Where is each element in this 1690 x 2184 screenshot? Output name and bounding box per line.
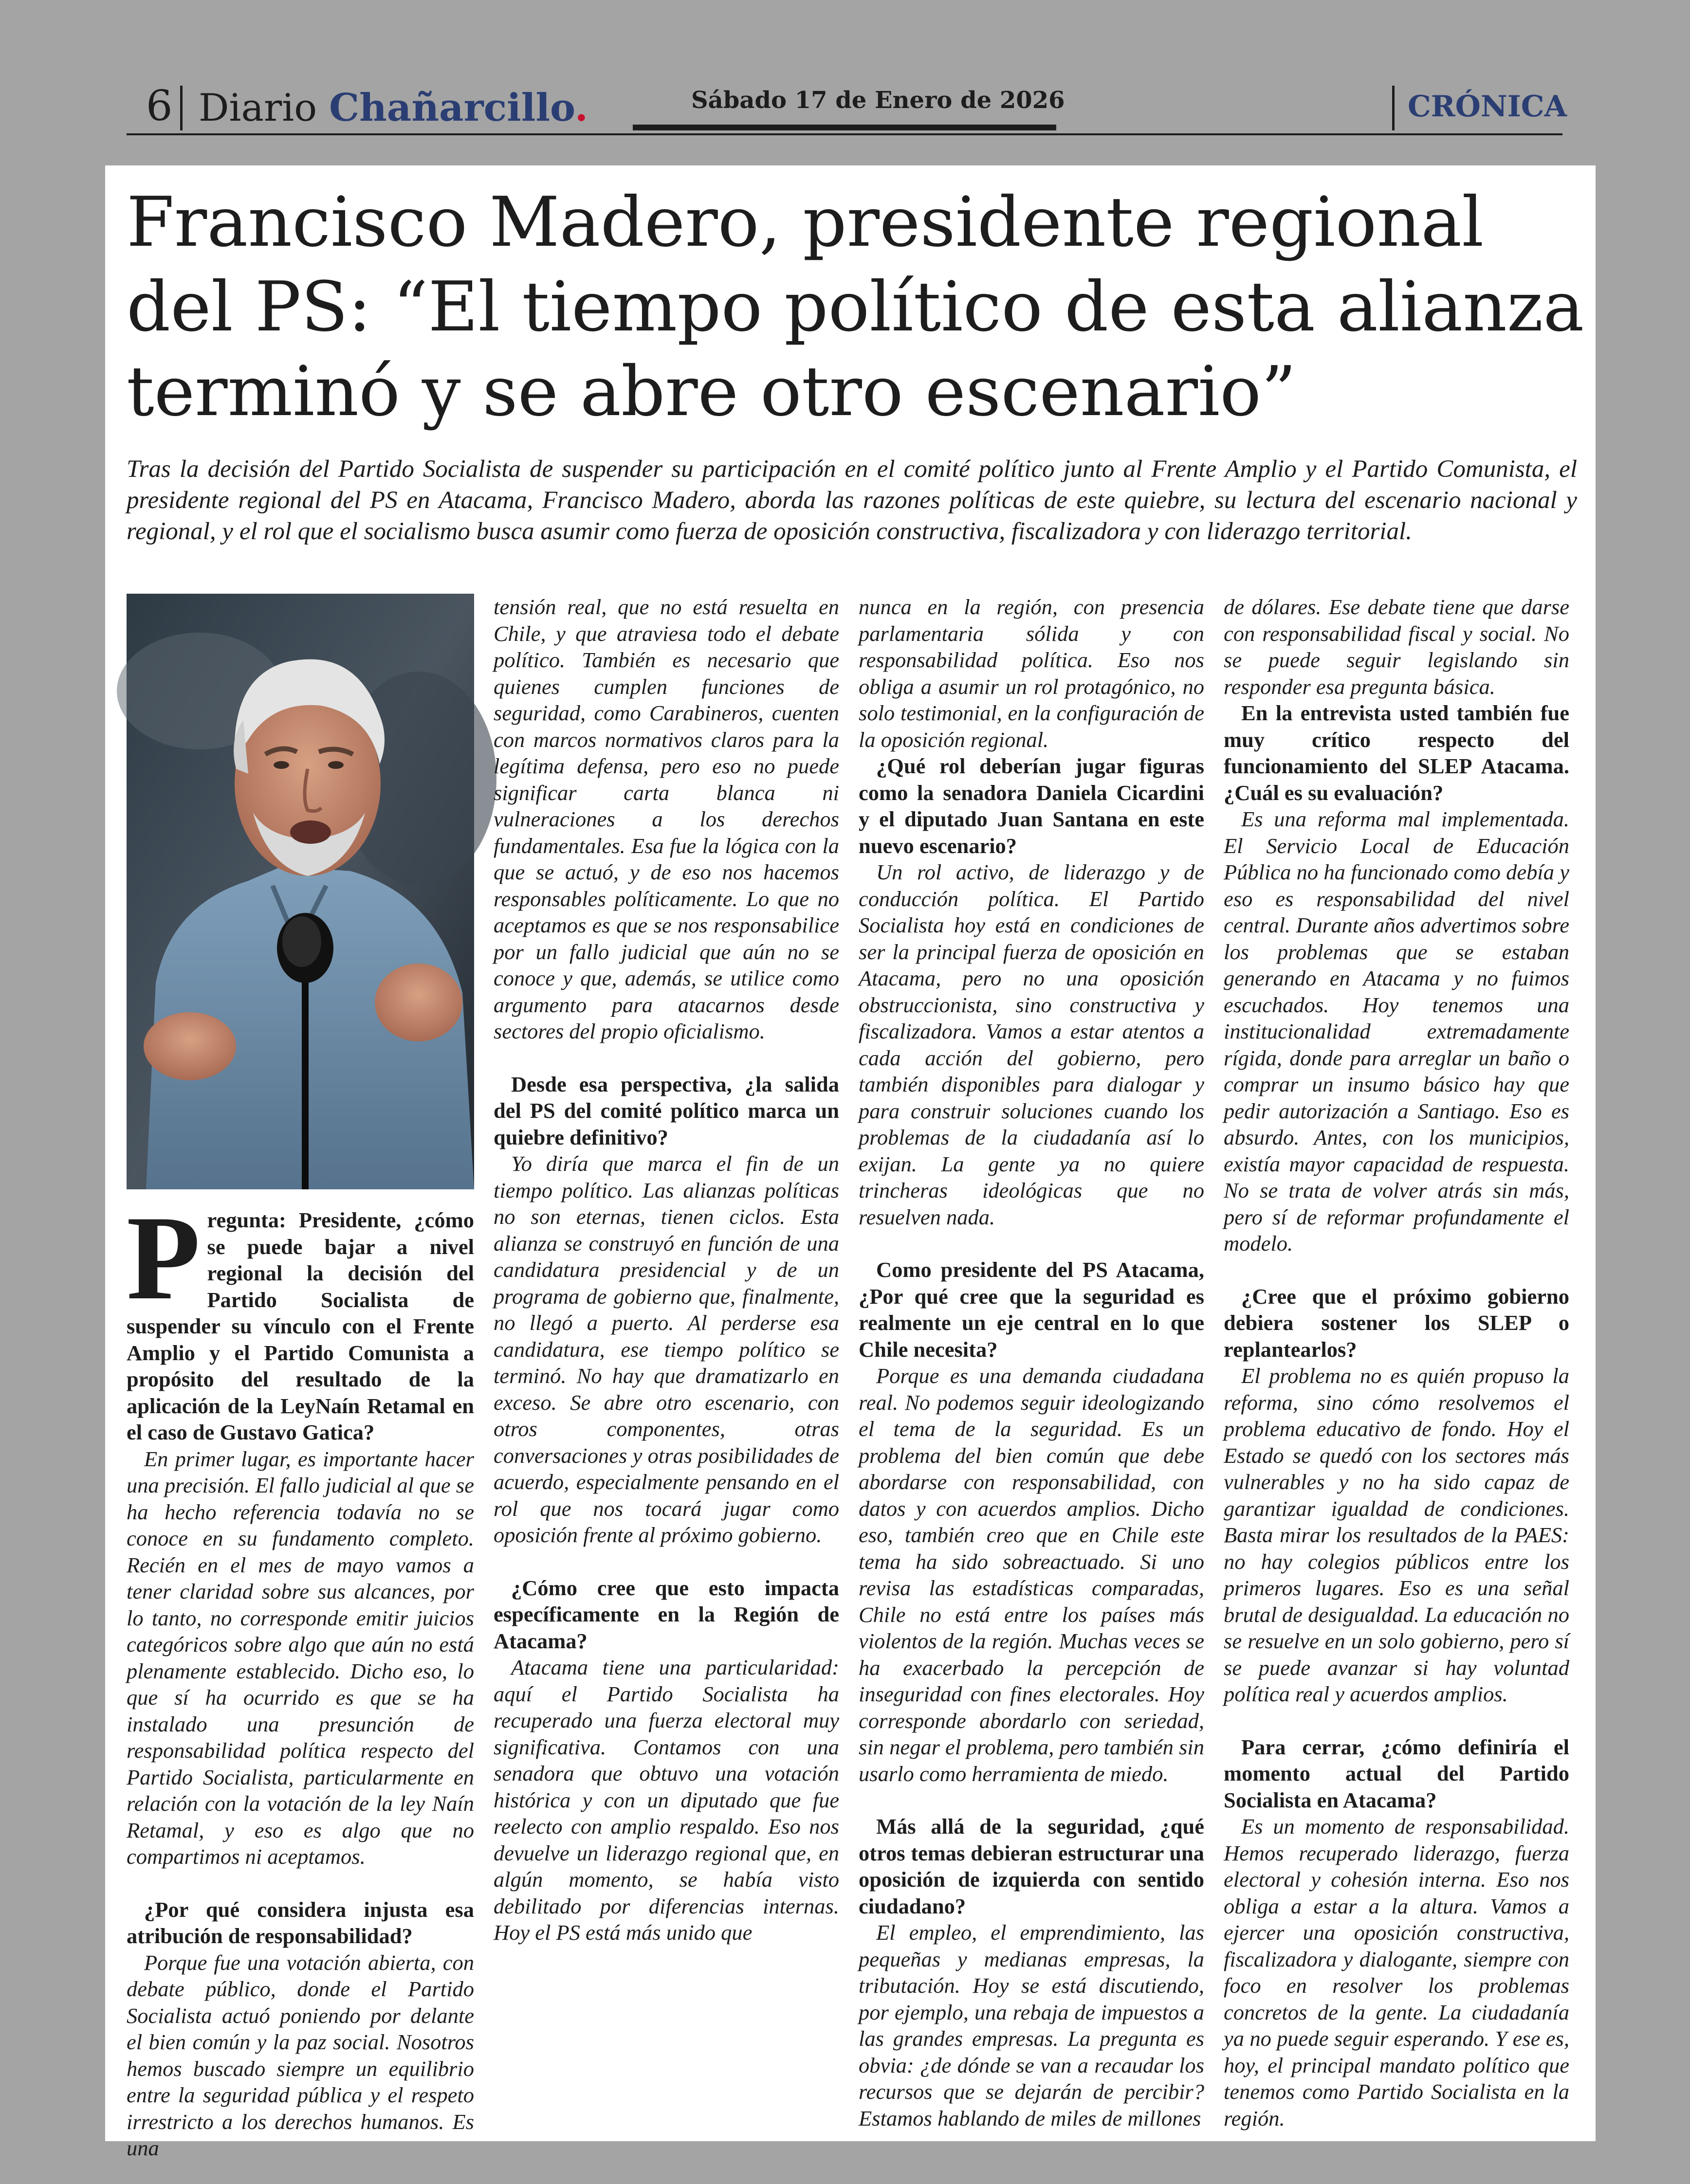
article-sheet <box>105 165 1596 2160</box>
interviewee-photo <box>127 594 474 1189</box>
answer: Yo diría que marca el fin de un tiempo político. Las alianzas políticas no son eternas, tienen ciclos. Esta alianza se construyó en función de una candidatura presidencial y de un programa de gobierno que, finalmente, no llegó a puerto. Al perderse esa candidatura, ese tiempo político se terminó. No hay que dramatizarlo en exceso. Se abre otro escenario, con otros componentes, otras conversaciones y otras posibilidades de acuerdo, especialmente pensando en el rol que nos tocará jugar como oposición frente al próximo gobierno. <box>494 1151 839 1547</box>
answer-continued: de dólares. Ese debate tiene que darse con responsabilidad fiscal y social. No se puede seguir legislando sin responder esa pregunta básica. <box>1224 595 1569 699</box>
answer: Atacama tiene una particularidad: aquí el Partido Socialista ha recuperado una fuerza electoral muy significativa. Contamos con una senadora que obtuvo una votación histórica y con un diputado que fue reelecto con amplio respaldo. Eso nos devuelve un liderazgo regional que, en algún momento, se había visto debilitado por diferencias internas. Hoy el PS está más unido que <box>494 1655 839 1945</box>
text-column-4 <box>1224 594 1569 2130</box>
text-column-2 <box>494 594 839 2073</box>
newspaper-name-dot: . <box>574 86 588 130</box>
text-column-1 <box>127 1191 474 2160</box>
issue-date: Sábado 17 de Enero de 2026 <box>691 87 1065 114</box>
section-divider <box>1392 86 1395 130</box>
newspaper-name-prefix: Diario <box>199 86 329 130</box>
question: ¿Cree que el próximo gobierno debiera sostener los SLEP o replantearlos? <box>1224 1284 1569 1362</box>
article-lead: Tras la decisión del Partido Socialista de suspender su participación en el comité político junto al Frente Amplio y el Partido Comunista, el presidente regional del PS en Atacama, Francisco Madero, aborda las razones políticas de este quiebre, su lectura del escenario nacional y regional, y el rol que el socialismo busca asumir como fuerza de oposición constructiva, fiscalizadora y con liderazgo territorial. <box>127 455 1577 545</box>
text-column-3 <box>859 594 1204 2130</box>
question: ¿Por qué considera injusta esa atribución de responsabilidad? <box>127 1897 474 1948</box>
masthead-rule <box>127 133 1562 135</box>
answer: Un rol activo, de liderazgo y de conducción política. El Partido Socialista hoy está en condiciones de ser la principal fuerza de oposición en Atacama, pero no una oposición obstruccionista, sino constructiva y fiscalizadora. Vamos a estar atentos a cada acción del gobierno, pero también disponibles para dialogar y para construir soluciones cuando los problemas de la ciudadanía así lo exijan. La gente ya no quiere trincheras ideológicas que no resuelven nada. <box>859 860 1204 1229</box>
question: regunta: Presidente, ¿cómo se puede bajar a nivel regional la decisión del Partido Socialista de suspender su vínculo con el Frente Amplio y el Partido Comunista a propósito del resultado de la aplicación de la LeyNaín Retamal en el caso de Gustavo Gatica? <box>127 1208 474 1444</box>
answer: En primer lugar, es importante hacer una precisión. El fallo judicial al que se ha hecho referencia todavía no se conoce en su fundamento completo. Recién en el mes de mayo vamos a tener claridad sobre sus alcances, por lo tanto, no corresponde emitir juicios categóricos sobre algo que aún no está plenamente establecido. Dicho eso, lo que sí ha ocurrido es que se ha instalado una presunción de responsabilidad política respecto del Partido Socialista, particularmente en relación con la votación de la ley Naín Retamal, y eso es algo que no compartimos ni aceptamos. <box>127 1446 474 1869</box>
answer-continued: tensión real, que no está resuelta en Chile, y que atraviesa todo el debate político. También es necesario que quienes cumplen funciones de seguridad, como Carabineros, cuenten con marcos normativos claros para la legítima defensa, pero eso no puede significar carta blanca ni vulneraciones a los derechos fundamentales. Esa fue la lógica con la que se actuó, y de eso nos hacemos responsables políticamente. Lo que no aceptamos es que se nos responsabilice por un fallo judicial que aún no se conoce y que, además, se utilice como argumento para atacarnos desde sectores del propio oficialismo. <box>494 595 839 1043</box>
masthead <box>127 77 1567 135</box>
newspaper-name-bold: Chañarcillo <box>329 86 575 130</box>
answer-continued: nunca en la región, con presencia parlamentaria sólida y con responsabilidad política. Eso nos obliga a asumir un rol protagónico, no solo testimonial, en la configuración de la oposición regional. <box>859 595 1204 752</box>
answer: Es una reforma mal implementada. El Servicio Local de Educación Pública no ha funcionado como debía y eso es responsabilidad del nivel central. Durante años advertimos sobre los problemas que se estaban generando en Atacama y no fuimos escuchados. Hoy tenemos una institucionalidad extremadamente rígida, donde para arreglar un baño o comprar un insumo básico hay que pedir autorización a Santiago. Eso es absurdo. Antes, con los municipios, existía mayor capacidad de respuesta. No se trata de volver atrás sin más, pero sí de reformar profundamente el modelo. <box>1224 807 1569 1256</box>
question: ¿Qué rol deberían jugar figuras como la senadora Daniela Cicardini y el diputado Juan Santana en este nuevo escenario? <box>859 754 1204 858</box>
headline <box>127 180 1584 434</box>
answer: El empleo, el emprendimiento, las pequeñas y medianas empresas, la tributación. Hoy se está discutiendo, por ejemplo, una rebaja de impuestos a las grandes empresas. La pregunta es obvia: ¿de dónde se van a recaudar los recursos que se dejarán de percibir? Estamos hablando de miles de millones <box>859 1920 1204 2130</box>
question: En la entrevista usted también fue muy crítico respecto del funcionamiento del SLEP Atacama. ¿Cuál es su evaluación? <box>1224 701 1569 805</box>
headline-line-1: Francisco Madero, presidente regional <box>127 182 1484 262</box>
answer: Es un momento de responsabilidad. Hemos recuperado liderazgo, fuerza electoral y cohesión interna. Eso nos obliga a estar a la altura. Vamos a ejercer una oposición constructiva, fiscalizadora y dialogante, siempre con foco en resolver los problemas concretos de la gente. La ciudadanía ya no puede seguir esperando. Y ese es, hoy, el principal mandato político que tenemos como Partido Socialista en la región. <box>1224 1814 1569 2130</box>
masthead-divider <box>180 86 183 130</box>
headline-line-2: del PS: “El tiempo político de esta alianza <box>127 267 1584 347</box>
question: Como presidente del PS Atacama, ¿Por qué cree que la seguridad es realmente un eje central en lo que Chile necesita? <box>859 1257 1204 1362</box>
answer: Porque es una demanda ciudadana real. No podemos seguir ideologizando el tema de la seguridad. Es un problema del bien común que debe abordarse con responsabilidad, con datos y con acuerdos amplios. Dicho eso, también creo que en Chile este tema ha sido sobreactuado. Si uno revisa las estadísticas comparadas, Chile no está entre los países más violentos de la región. Muchas veces se ha exacerbado la percepción de inseguridad con fines electorales. Hoy corresponde abordarlo con seriedad, sin negar el problema, pero también sin usarlo como herramienta de miedo. <box>859 1364 1204 1786</box>
question: ¿Cómo cree que esto impacta específicamente en la Región de Atacama? <box>494 1575 839 1653</box>
page-number: 6 <box>146 82 173 130</box>
drop-cap: P <box>127 1191 201 1325</box>
headline-line-3: terminó y se abre otro escenario” <box>127 352 1297 432</box>
question: Desde esa perspectiva, ¿la salida del PS del comité político marca un quiebre definitivo? <box>494 1072 839 1149</box>
section-label: CRÓNICA <box>1408 90 1567 124</box>
answer: El problema no es quién propuso la reforma, sino cómo resolvemos el problema educativo de fondo. Hoy el Estado se quedó con los sectores más vulnerables y no ha sido capaz de garantizar igualdad de condiciones. Basta mirar los resultados de la PAES: no hay colegios públicos entre los primeros lugares. Eso es una señal brutal de desigualdad. La educación no se resuelve en un solo gobierno, pero sí se puede avanzar si hay voluntad política real y acuerdos amplios. <box>1224 1364 1569 1706</box>
question: Más allá de la seguridad, ¿qué otros temas debieran estructurar una oposición de izquierda con sentido ciudadano? <box>859 1814 1204 1918</box>
question: Para cerrar, ¿cómo definiría el momento actual del Partido Socialista en Atacama? <box>1224 1734 1569 1812</box>
answer: Porque fue una votación abierta, con debate público, donde el Partido Socialista actuó poniendo por delante el bien común y la paz social. Nosotros hemos buscado siempre un equilibrio entre la seguridad pública y el respeto irrestricto a los derechos humanos. Es una <box>127 1950 474 2160</box>
newspaper-name <box>199 84 588 132</box>
date-underline <box>633 125 1056 130</box>
